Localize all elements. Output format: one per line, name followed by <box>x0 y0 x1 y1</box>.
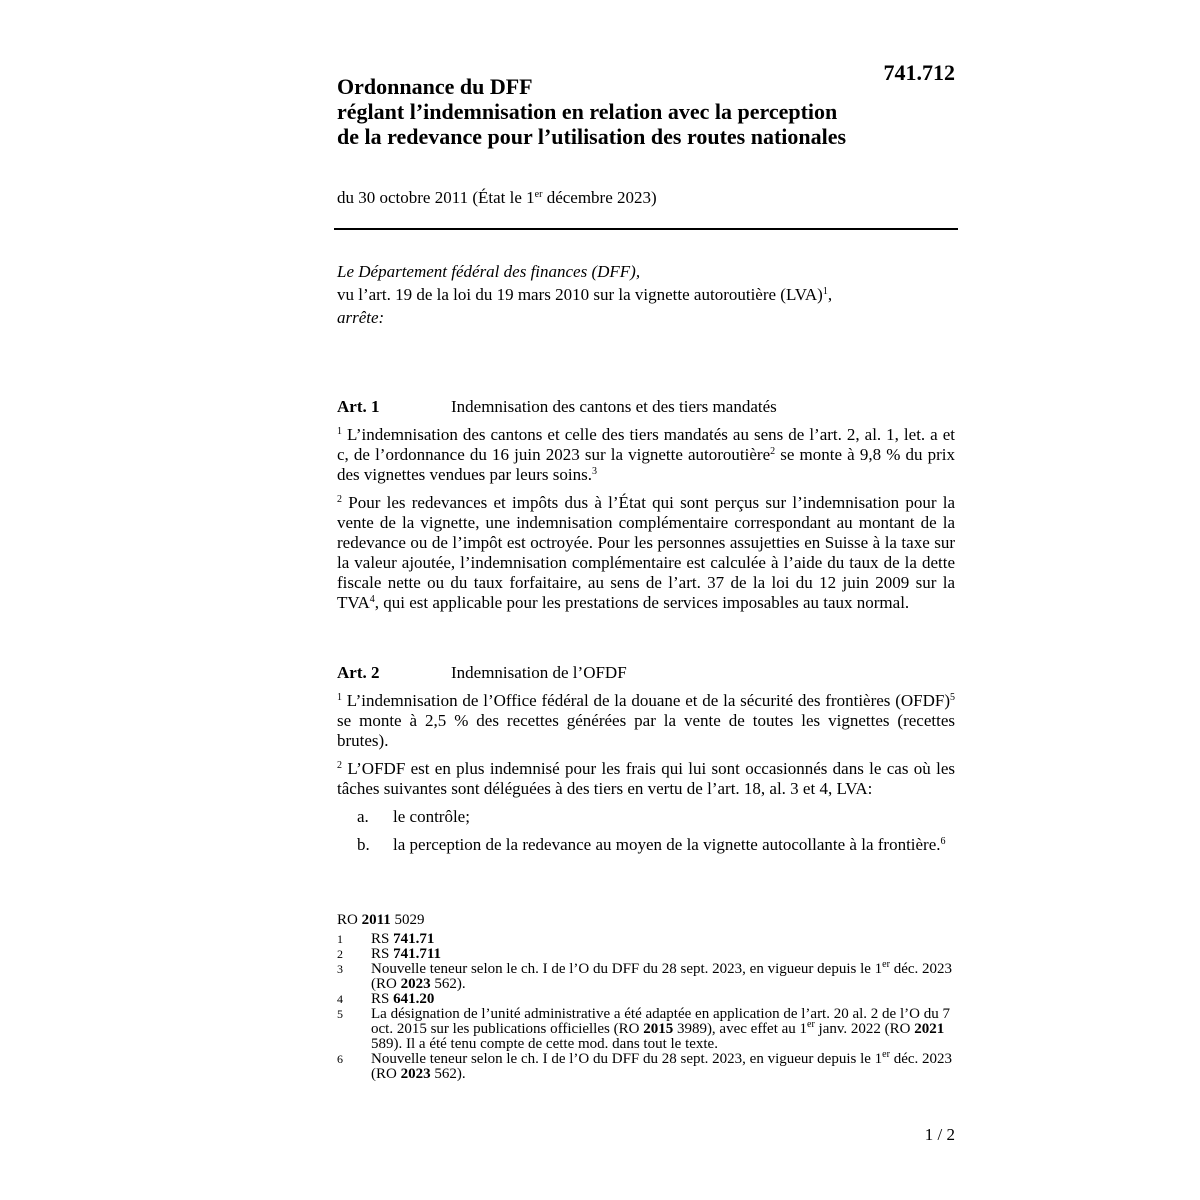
article-2-number: Art. 2 <box>337 663 380 682</box>
title-line-1: Ordonnance du DFF <box>337 74 533 99</box>
article-2-paragraph-1: $^1$ L’indemnisation de l’Office fédéral de la douane et de la sécurité des frontières (OFDF)$^5$ se monte à 2,5 % des recettes générées par la vente de toutes les vignettes (recettes brutes). <box>337 691 955 750</box>
article-1-number: Art. 1 <box>337 397 380 416</box>
title-line-2: réglant l’indemnisation en relation avec la perception <box>337 99 838 124</box>
preamble-authority: Le Département fédéral des finances (DFF), <box>337 262 641 281</box>
footnote-2: 2 RS 741.711 <box>337 946 442 962</box>
article-2 <box>337 663 955 863</box>
page-number: 1 / 2 <box>924 1125 955 1144</box>
list-item-a: a. le contrôle; <box>357 807 470 826</box>
article-1-paragraph-1: $^1$ L’indemnisation des cantons et celle des tiers mandatés au sens de l’art. 2, al. 1, let. a et c, de l’ordonnance du 16 juin 2023 sur la vignette autoroutière$^2$ se monte à 9,8 % du prix des vignettes vendues par leurs soins.$^3$ <box>337 425 955 484</box>
footnotes <box>337 913 957 1082</box>
preamble-decree: arrête: <box>337 308 385 327</box>
document-title <box>337 74 937 149</box>
article-1 <box>337 397 955 621</box>
article-2-heading <box>337 663 955 683</box>
article-1-paragraph-2: $^2$ Pour les redevances et impôts dus à l’État qui sont perçus sur l’indemnisation pour la vente de la vignette, une indemnisation complémentaire correspondant au montant de la redevance ou de l’impôt est octroyée. Pour les personnes assujetties en Suisse à la taxe sur la valeur ajoutée, l’indemnisation complémentaire est calculée à l’aide du taux de la dette fiscale nette ou du taux forfaitaire, au sens de l’art. 37 de la loi du 12 juin 2009 sur la TVA$^4$, qui est applicable pour les prestations de services imposables au taux normal. <box>337 493 955 612</box>
footnote-ref-3[interactable]: 3 <box>591 466 597 477</box>
footnote-4: 4 RS 641.20 <box>337 991 435 1007</box>
footnote-3: 3 Nouvelle teneur selon le ch. I de l’O du DFF du 28 sept. 2023, en vigueur depuis le 1er déc. 2023 (RO 2023 562). <box>337 959 953 992</box>
ro-reference: RO 2011 5029 <box>337 912 425 928</box>
footnote-5: 5 La désignation de l’unité administrative a été adaptée en application de l’art. 20 al. 2 de l’O du 7 oct. 2015 sur les publications officielles (RO 2015 3989), avec effet au 1er janv. 2022 (RO 2021 589). Il a été tenu compte de cette mod. dans tout le texte. <box>337 1006 950 1052</box>
title-line-3: de la redevance pour l’utilisation des routes nationales <box>337 124 847 149</box>
header-divider <box>334 228 958 230</box>
preamble <box>337 260 957 329</box>
sr-number: 741.712 <box>883 60 955 85</box>
footnote-ref-1[interactable]: 1 <box>822 286 828 297</box>
footnote-ref-4[interactable]: 4 <box>369 594 375 605</box>
article-1-heading <box>337 397 955 417</box>
footnote-6: 6 Nouvelle teneur selon le ch. I de l’O du DFF du 28 sept. 2023, en vigueur depuis le 1er déc. 2023 (RO 2023 562). <box>337 1049 953 1082</box>
footnote-ref-2[interactable]: 2 <box>770 446 776 457</box>
list-item-b: b. la perception de la redevance au moyen de la vignette autocollante à la frontière.$^6$ <box>357 835 946 854</box>
article-2-paragraph-2: $^2$ L’OFDF est en plus indemnisé pour les frais qui lui sont occasionnés dans le cas où les tâches suivantes sont déléguées à des tiers en vertu de l’art. 18, al. 3 et 4, LVA: <box>337 759 955 798</box>
preamble-basis: vu l’art. 19 de la loi du 19 mars 2010 sur la vignette autoroutière (LVA)$^1$, <box>337 285 833 304</box>
document-date: du 30 octobre 2011 (État le 1er décembre 2023) <box>337 188 657 207</box>
footnote-ref-6[interactable]: 6 <box>940 836 946 847</box>
footnote-ref-5[interactable]: 5 <box>950 692 955 703</box>
article-2-title: Indemnisation de l’OFDF <box>451 663 627 682</box>
article-1-title: Indemnisation des cantons et des tiers mandatés <box>451 397 777 416</box>
footnote-1: 1 RS 741.71 <box>337 931 435 947</box>
